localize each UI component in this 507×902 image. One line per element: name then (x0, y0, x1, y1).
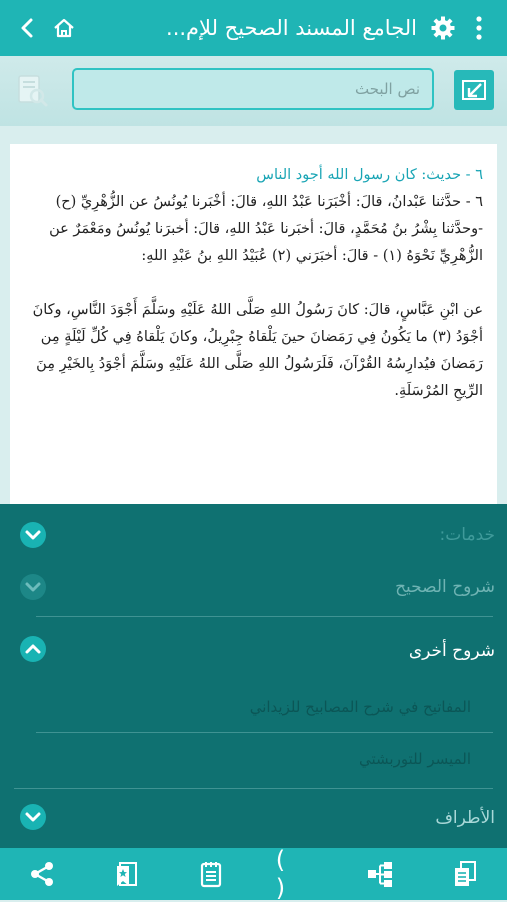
gear-icon[interactable] (425, 10, 461, 46)
search-bar (0, 56, 507, 126)
home-icon[interactable] (46, 10, 82, 46)
hadith-title: ٦ - حديث: كان رسول الله أجود الناس (256, 167, 483, 183)
copy-icon[interactable] (445, 854, 485, 894)
divider (36, 732, 493, 733)
section-shuruh-ukhra[interactable] (0, 632, 507, 676)
search-input[interactable] (72, 68, 434, 110)
share-icon[interactable] (22, 854, 62, 894)
search-document-icon[interactable] (12, 70, 52, 110)
bookmark-icon[interactable] (107, 854, 147, 894)
hadith-matn: عن ابْنِ عَبَّاسٍ، قالَ: كانَ رَسُولُ اللهِ صَلَّى اللهُ عَلَيْهِ وسَلَّمَ أَجْوَدَ النَّاسِ، وكانَ أجْوَدُ (٣) ما يَكُونُ فِي رَمَضانَ حينَ يَلْقاهُ جِبْرِيلُ، وكانَ يَلْقاهُ فِي كُلِّ لَيْلَةٍ مِن رَمَضانَ فيُدارِسُهُ القُرْآنَ، فَلَرَسُولُ اللهِ صَلَّى اللهُ عَلَيْهِ وسَلَّمَ أجْوَدُ بِالخَيْرِ مِنَ الرِّيحِ المُرْسَلَةِ. (32, 302, 483, 399)
page-title: الجامع المسند الصحيح للإم... (166, 16, 417, 40)
sub-item-label: المفاتيح في شرح المصابيح للزيداني (249, 698, 471, 716)
tree-icon[interactable] (360, 854, 400, 894)
section-atraf[interactable] (0, 800, 507, 844)
notes-icon[interactable] (191, 854, 231, 894)
hadith-content (10, 144, 497, 504)
section-shuruh-sahih[interactable] (0, 568, 507, 612)
sub-item-label: الميسر للتوربشتي (358, 750, 471, 768)
section-label: الأطراف (435, 808, 495, 828)
services-label: خدمات: (439, 525, 495, 545)
chevron-down-icon[interactable] (18, 520, 48, 550)
arrow-down-left-icon (460, 78, 488, 102)
section-label: شروح أخرى (408, 641, 495, 661)
divider (36, 616, 493, 617)
parentheses-label: ( ) (275, 846, 294, 902)
hadith-isnad: ٦ - حدَّثنا عَبْدانُ، قالَ: أخْبَرَنا عَبْدُ اللهِ، قالَ: أخْبَرنا يُونُسُ عن الزُّهْرِيِّ (ح) -وحدَّثنا بِشْرُ بنُ مُحَمَّدٍ، قالَ: أخبَرنا عَبْدُ اللهِ، قالَ: أخبرَنا يُونُسُ ومَعْمَرٌ عن الزُّهْرِيِّ نَحْوَهُ (١) - قالَ: أخبَرَني (٢) عُبَيْدُ اللهِ بنُ عَبْدِ اللهِ: (49, 194, 483, 264)
services-header[interactable] (0, 516, 507, 556)
sub-item-muyassar[interactable] (0, 742, 507, 786)
parentheses-icon[interactable] (275, 846, 316, 902)
search-go-button[interactable] (454, 70, 494, 110)
sub-item-mafatih[interactable] (0, 690, 507, 734)
overflow-menu-icon[interactable] (461, 10, 497, 46)
chevron-up-icon[interactable] (18, 634, 48, 664)
bottom-toolbar (0, 848, 507, 900)
services-panel (0, 504, 507, 848)
chevron-down-icon[interactable] (18, 802, 48, 832)
chevron-down-icon[interactable] (18, 572, 48, 602)
top-app-bar (0, 0, 507, 56)
section-label: شروح الصحيح (395, 577, 495, 597)
back-chevron-icon[interactable] (10, 10, 46, 46)
divider (14, 788, 493, 789)
